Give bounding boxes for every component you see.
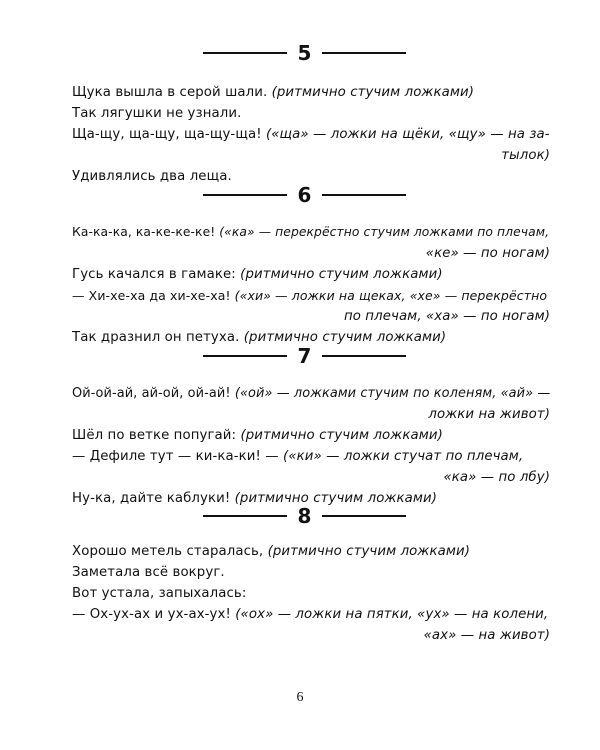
verse-line: — Дефиле тут — ки-ка-ки! — («ки» — ложки стучат по плечам, bbox=[72, 449, 524, 464]
section-6 bbox=[72, 180, 552, 348]
header-rule-left bbox=[203, 52, 287, 54]
verse-line: Шёл по ветке попугай: (ритмично стучим ложками) bbox=[72, 428, 443, 443]
verse-line-continuation: по плечам, «ха» — по ногам) bbox=[343, 309, 550, 324]
header-rule-right bbox=[322, 52, 406, 54]
verse-line-continuation: ложки на живот) bbox=[428, 407, 550, 422]
section-number: 5 bbox=[297, 41, 312, 65]
section-8 bbox=[72, 501, 552, 646]
verse-line: Удивлялись два леща. bbox=[72, 169, 232, 184]
verse-line: Так лягушки не узнали. bbox=[72, 106, 242, 121]
verse-line: — Ох-ух-ах и ух-ах-ух! («ох» — ложки на пятки, «ух» — на колени, bbox=[72, 607, 549, 622]
verse-line: Ка-ка-ка, ка-ке-ке-ке! («ка» — перекрёстно стучим ложками по плечам, bbox=[72, 225, 550, 239]
header-rule-left bbox=[203, 194, 287, 196]
section-header bbox=[0, 341, 600, 371]
verse-line-continuation: «ке» — по ногам) bbox=[425, 246, 550, 261]
header-rule-right bbox=[322, 194, 406, 196]
verse-line: Гусь качался в гамаке: (ритмично стучим ложками) bbox=[72, 267, 443, 282]
section-header bbox=[0, 501, 600, 531]
section-header bbox=[0, 38, 600, 68]
section-7 bbox=[72, 341, 552, 509]
verse-line: Вот устала, запыхалась: bbox=[72, 586, 247, 601]
verse-line: Ща-щу, ща-щу, ща-щу-ща! («ща» — ложки на щёки, «щу» — на за- bbox=[72, 127, 550, 142]
section-header bbox=[0, 180, 600, 210]
section-number: 7 bbox=[297, 344, 312, 368]
header-rule-right bbox=[322, 355, 406, 357]
verse-line: Так дразнил он петуха. (ритмично стучим ложками) bbox=[72, 330, 447, 345]
section-5 bbox=[72, 38, 552, 187]
header-rule-right bbox=[322, 515, 406, 517]
verse-line: Заметала всё вокруг. bbox=[72, 565, 225, 580]
verse-line: — Хи-хе-ха да хи-хе-ха! («хи» — ложки на щеках, «хе» — перекрёстно bbox=[72, 288, 548, 303]
verse-line-continuation: тылок) bbox=[501, 148, 550, 163]
page-number: 6 bbox=[296, 690, 304, 705]
verse-line-continuation: «ка» — по лбу) bbox=[443, 470, 550, 485]
verse-line: Хорошо метель старалась, (ритмично стучим ложками) bbox=[72, 544, 471, 559]
verse-line: Ну-ка, дайте каблуки! (ритмично стучим ложками) bbox=[72, 491, 438, 506]
header-rule-left bbox=[203, 515, 287, 517]
verse-line-continuation: «ах» — на живот) bbox=[423, 628, 550, 643]
verse-line: Щука вышла в серой шали. (ритмично стучим ложками) bbox=[72, 85, 475, 100]
verse-line: Ой-ой-ай, ай-ой, ой-ай! («ой» — ложками стучим по коленям, «ай» — bbox=[72, 386, 551, 401]
header-rule-left bbox=[203, 355, 287, 357]
section-number: 8 bbox=[297, 504, 312, 528]
section-number: 6 bbox=[297, 183, 312, 207]
